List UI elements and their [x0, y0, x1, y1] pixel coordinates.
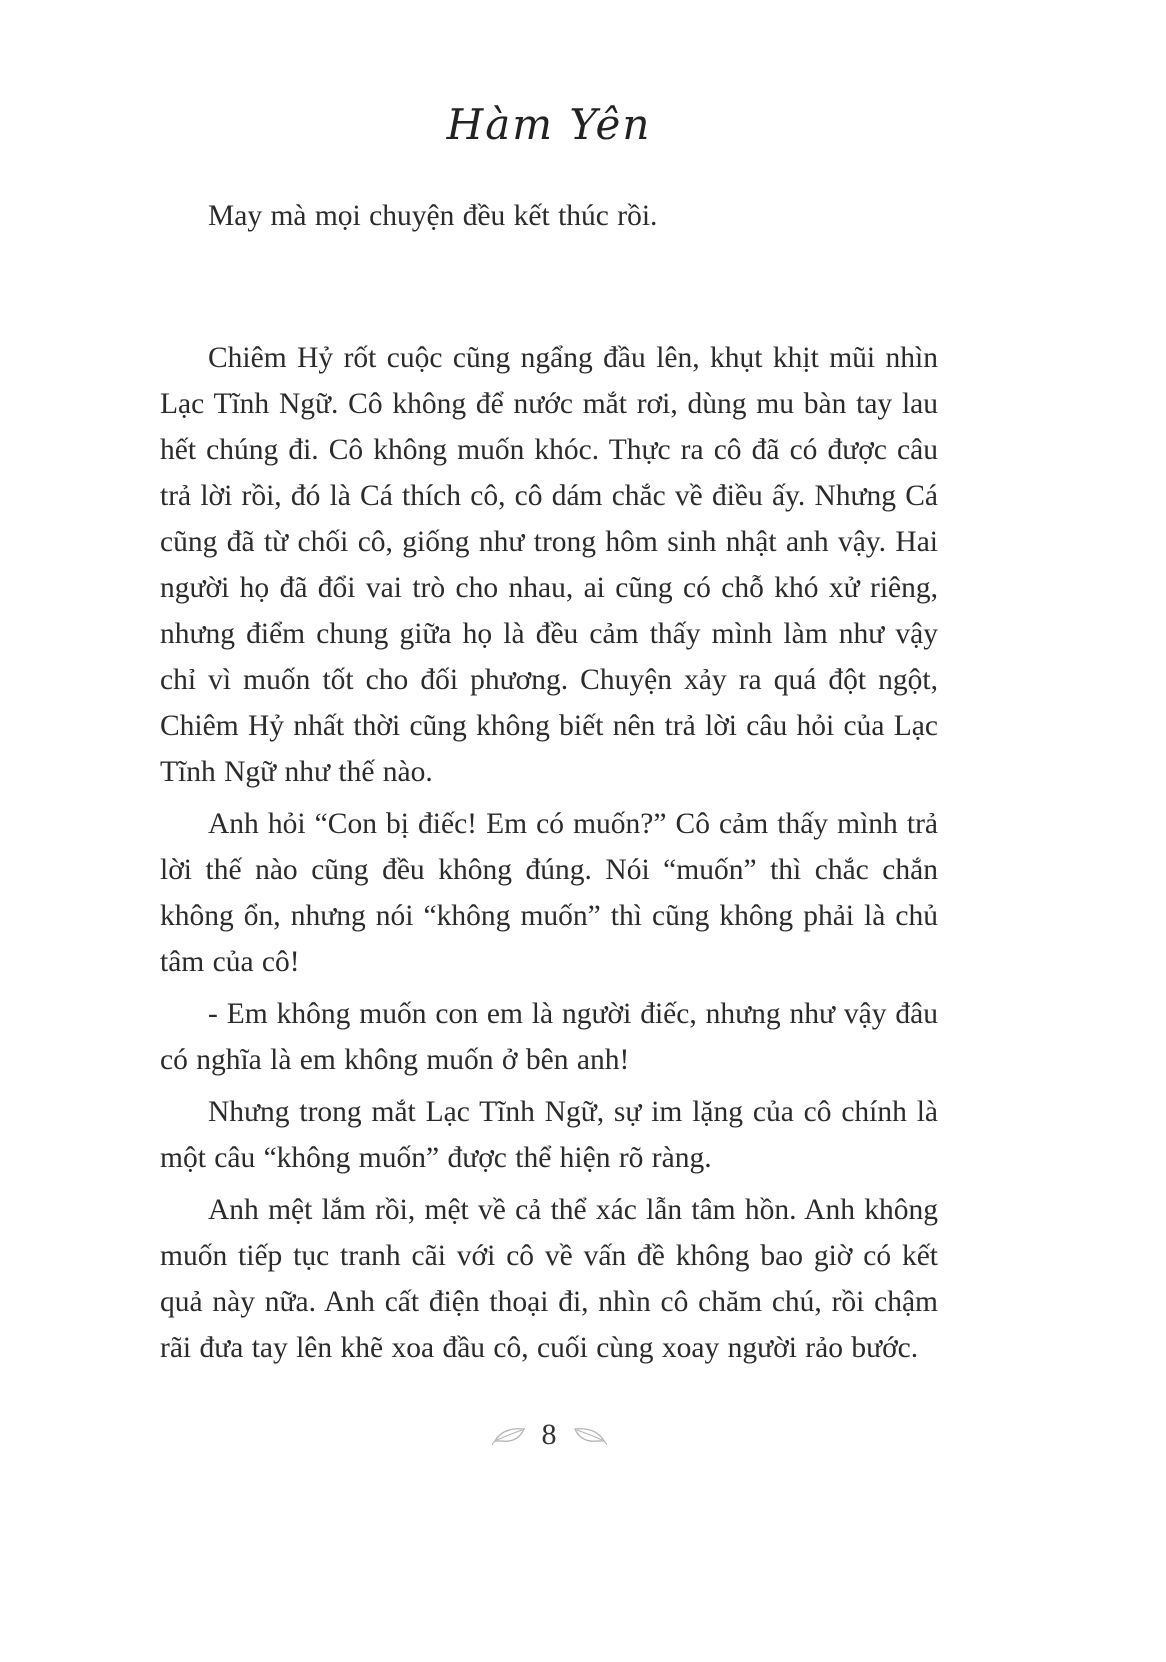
paragraph: Chiêm Hỷ rốt cuộc cũng ngẩng đầu lên, khụt khịt mũi nhìn Lạc Tĩnh Ngữ. Cô không để nước mắt rơi, dùng mu bàn tay lau hết chúng đi. Cô không muốn khóc. Thực ra cô đã có được câu trả lời rồi, đó là Cá thích cô, cô dám chắc về điều ấy. Nhưng Cá cũng đã từ chối cô, giống như trong hôm sinh nhật anh vậy. Hai người họ đã đổi vai trò cho nhau, ai cũng có chỗ khó xử riêng, nhưng điểm chung giữa họ là đều cảm thấy mình làm như vậy chỉ vì muốn tốt cho đối phương. Chuyện xảy ra quá đột ngột, Chiêm Hỷ nhất thời cũng không biết nên trả lời câu hỏi của Lạc Tĩnh Ngữ như thế nào. — [160, 342, 938, 788]
paragraph: Anh mệt lắm rồi, mệt về cả thể xác lẫn tâm hồn. Anh không muốn tiếp tục tranh cãi với cô về vấn đề không bao giờ có kết quả này nữa. Anh cất điện thoại đi, nhìn cô chăm chú, rồi chậm rãi đưa tay lên khẽ xoa đầu cô, cuối cùng xoay người rảo bước. — [160, 1194, 938, 1364]
leaf-icon-left — [492, 1424, 528, 1446]
page-footer — [160, 1418, 938, 1452]
paragraph: May mà mọi chuyện đều kết thúc rồi. — [208, 200, 658, 232]
paragraph: - Em không muốn con em là người điếc, nhưng như vậy đâu có nghĩa là em không muốn ở bên anh! — [160, 998, 938, 1076]
page-number: 8 — [541, 1418, 557, 1451]
paragraph: Anh hỏi “Con bị điếc! Em có muốn?” Cô cảm thấy mình trả lời thế nào cũng đều không đúng. Nói “muốn” thì chắc chắn không ổn, nhưng nói “không muốn” thì cũng không phải là chủ tâm của cô! — [160, 808, 938, 978]
leaf-icon-right — [571, 1424, 607, 1446]
chapter-header-title: Hàm Yên — [446, 100, 652, 149]
page-content — [160, 100, 938, 1377]
paragraph: Nhưng trong mắt Lạc Tĩnh Ngữ, sự im lặng của cô chính là một câu “không muốn” được thể hiện rõ ràng. — [160, 1096, 938, 1174]
